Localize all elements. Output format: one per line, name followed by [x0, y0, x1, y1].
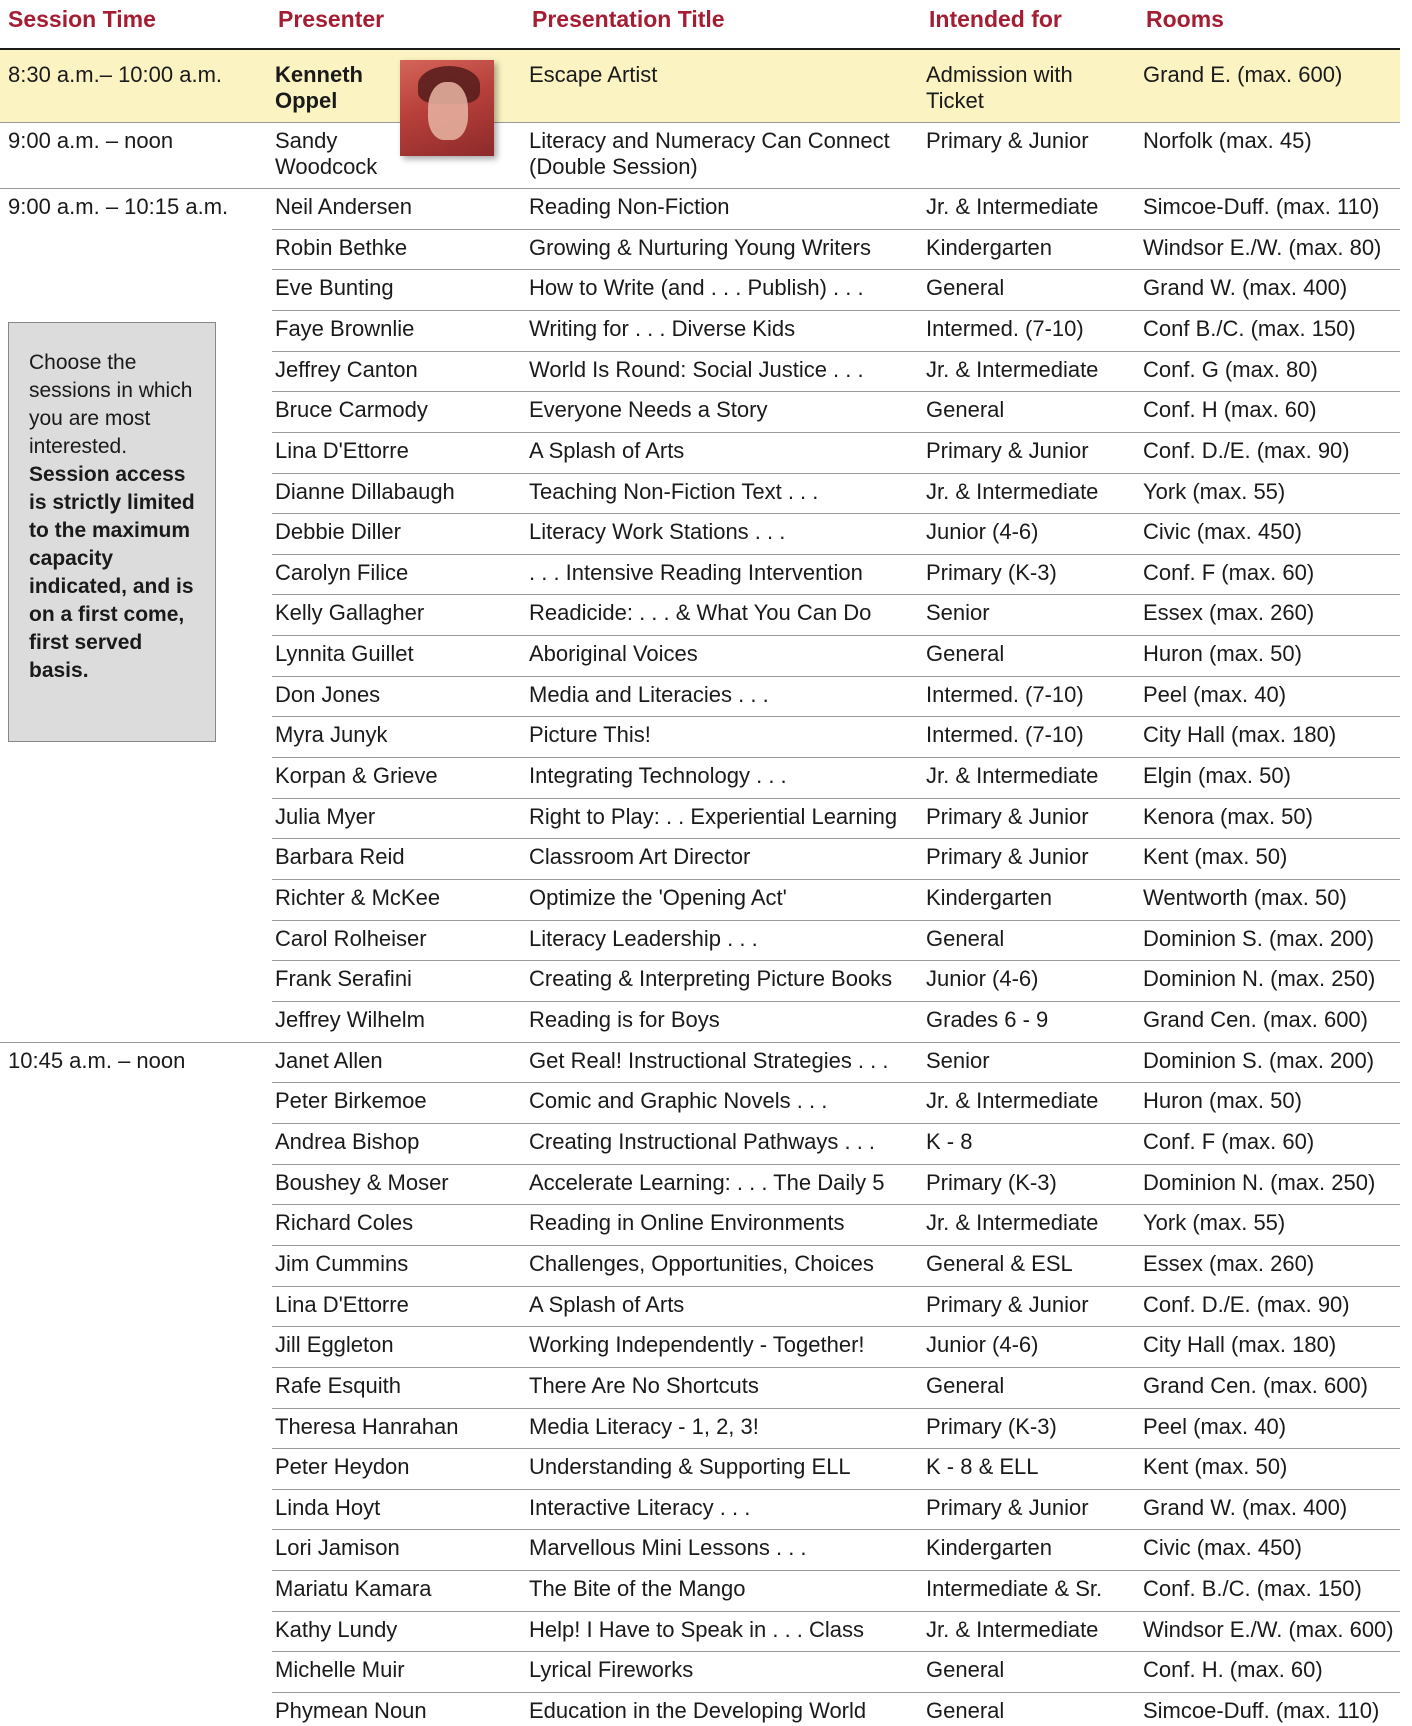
row-rule [0, 188, 1400, 189]
row-rule [272, 635, 1400, 636]
row-rule [272, 473, 1400, 474]
row-intended: Primary (K-3) [926, 1414, 1057, 1439]
row-presenter: Andrea Bishop [275, 1129, 420, 1154]
row-presenter: Bruce Carmody [275, 397, 428, 422]
row-title: Everyone Needs a Story [529, 397, 768, 422]
row-intended: K - 8 [926, 1129, 973, 1154]
row-rule [272, 1408, 1400, 1409]
row-title: Reading in Online Environments [529, 1210, 845, 1235]
featured-presenter: Kenneth Oppel [275, 62, 363, 113]
row-room: Conf. G (max. 80) [1143, 357, 1318, 382]
row-presenter: Barbara Reid [275, 844, 405, 869]
row-room: Norfolk (max. 45) [1143, 128, 1312, 153]
row-title: Aboriginal Voices [529, 641, 698, 666]
row-rule [272, 1651, 1400, 1652]
row-rule [272, 1164, 1400, 1165]
row-presenter: Dianne Dillabaugh [275, 479, 455, 504]
row-title: Integrating Technology . . . [529, 763, 787, 788]
row-rule [272, 1448, 1400, 1449]
note-bold-text: Session access is strictly limited to the maximum capacity indicated, and is on a first come, first served basis. [29, 463, 195, 682]
row-intended: Primary & Junior [926, 438, 1089, 463]
row-intended: General & ESL [926, 1251, 1073, 1276]
capacity-note [8, 322, 216, 742]
row-presenter: Julia Myer [275, 804, 376, 829]
row-time: 10:45 a.m. – noon [8, 1048, 186, 1073]
row-rule [272, 513, 1400, 514]
row-presenter: Faye Brownlie [275, 316, 415, 341]
row-title: Understanding & Supporting ELL [529, 1454, 851, 1479]
row-presenter: Don Jones [275, 682, 381, 707]
row-title: Teaching Non-Fiction Text . . . [529, 479, 819, 504]
row-intended: Primary & Junior [926, 844, 1089, 869]
row-rule [272, 1082, 1400, 1083]
row-presenter: Jill Eggleton [275, 1332, 394, 1357]
row-room: City Hall (max. 180) [1143, 722, 1337, 747]
row-room: Conf. F (max. 60) [1143, 1129, 1315, 1154]
row-presenter: Linda Hoyt [275, 1495, 381, 1520]
row-room: Conf. D./E. (max. 90) [1143, 1292, 1350, 1317]
row-room: Grand W. (max. 400) [1143, 275, 1348, 300]
row-room: Windsor E./W. (max. 600) [1143, 1617, 1394, 1642]
row-title: A Splash of Arts [529, 1292, 685, 1317]
row-rule [272, 391, 1400, 392]
row-presenter: Richter & McKee [275, 885, 441, 910]
row-title: Optimize the 'Opening Act' [529, 885, 787, 910]
row-room: Wentworth (max. 50) [1143, 885, 1347, 910]
row-title: Help! I Have to Speak in . . . Class [529, 1617, 865, 1642]
row-intended: K - 8 & ELL [926, 1454, 1039, 1479]
row-intended: Senior [926, 1048, 990, 1073]
row-title: Marvellous Mini Lessons . . . [529, 1535, 807, 1560]
row-title: Literacy Work Stations . . . [529, 519, 786, 544]
row-presenter: Lina D'Ettorre [275, 438, 409, 463]
row-presenter: Neil Andersen [275, 194, 412, 219]
row-title: Working Independently - Together! [529, 1332, 865, 1357]
row-presenter: Kelly Gallagher [275, 600, 425, 625]
row-room: Conf. F (max. 60) [1143, 560, 1315, 585]
row-room: Windsor E./W. (max. 80) [1143, 235, 1382, 260]
row-presenter: Robin Bethke [275, 235, 408, 260]
row-intended: Junior (4-6) [926, 1332, 1039, 1357]
row-room: York (max. 55) [1143, 1210, 1286, 1235]
row-title: Media and Literacies . . . [529, 682, 769, 707]
row-intended: Intermediate & Sr. [926, 1576, 1103, 1601]
row-rule [272, 838, 1400, 839]
row-rule [272, 1204, 1400, 1205]
row-room: Dominion N. (max. 250) [1143, 1170, 1376, 1195]
row-rule [272, 269, 1400, 270]
row-title: The Bite of the Mango [529, 1576, 746, 1601]
row-title: Media Literacy - 1, 2, 3! [529, 1414, 759, 1439]
row-room: Conf. H (max. 60) [1143, 397, 1317, 422]
row-rule [272, 432, 1400, 433]
row-room: Elgin (max. 50) [1143, 763, 1291, 788]
note-text: Choose the sessions in which you are most interested. [29, 351, 193, 458]
row-rule [272, 229, 1400, 230]
header-presentation-title: Presentation Title [532, 6, 725, 32]
row-rule [272, 1489, 1400, 1490]
row-rule [272, 1286, 1400, 1287]
row-rule [272, 1529, 1400, 1530]
row-room: Grand W. (max. 400) [1143, 1495, 1348, 1520]
row-intended: Jr. & Intermediate [926, 763, 1099, 788]
row-intended: Kindergarten [926, 1535, 1052, 1560]
table-header [0, 0, 1412, 40]
row-presenter: Phymean Noun [275, 1698, 427, 1723]
row-time: 9:00 a.m. – 10:15 a.m. [8, 194, 229, 219]
row-presenter: Jim Cummins [275, 1251, 409, 1276]
row-room: Civic (max. 450) [1143, 519, 1302, 544]
row-title: Lyrical Fireworks [529, 1657, 694, 1682]
row-rule [272, 676, 1400, 677]
row-room: Essex (max. 260) [1143, 600, 1315, 625]
row-title: Creating & Interpreting Picture Books [529, 966, 893, 991]
row-intended: General [926, 1698, 1005, 1723]
row-room: Huron (max. 50) [1143, 641, 1302, 666]
row-rule [272, 1123, 1400, 1124]
row-presenter: Jeffrey Wilhelm [275, 1007, 425, 1032]
row-intended: General [926, 1373, 1005, 1398]
row-room: Peel (max. 40) [1143, 1414, 1287, 1439]
row-presenter: Jeffrey Canton [275, 357, 418, 382]
row-room: Dominion N. (max. 250) [1143, 966, 1376, 991]
header-session-time: Session Time [8, 6, 156, 32]
row-rule [272, 351, 1400, 352]
row-room: Civic (max. 450) [1143, 1535, 1302, 1560]
row-presenter: Janet Allen [275, 1048, 383, 1073]
row-intended: General [926, 275, 1005, 300]
row-room: Kenora (max. 50) [1143, 804, 1313, 829]
row-title: Interactive Literacy . . . [529, 1495, 751, 1520]
row-title: Challenges, Opportunities, Choices [529, 1251, 874, 1276]
row-rule [272, 1692, 1400, 1693]
row-intended: Kindergarten [926, 235, 1052, 260]
row-title: Reading Non-Fiction [529, 194, 730, 219]
row-presenter: Kathy Lundy [275, 1617, 398, 1642]
row-room: Peel (max. 40) [1143, 682, 1287, 707]
row-rule [272, 1326, 1400, 1327]
row-presenter: Eve Bunting [275, 275, 394, 300]
row-presenter: Frank Serafini [275, 966, 412, 991]
row-rule [272, 1611, 1400, 1612]
row-presenter: Michelle Muir [275, 1657, 405, 1682]
row-intended: Jr. & Intermediate [926, 1617, 1099, 1642]
row-presenter: Boushey & Moser [275, 1170, 449, 1195]
row-rule [272, 716, 1400, 717]
featured-intended: Admission with Ticket [926, 62, 1073, 113]
row-room: Kent (max. 50) [1143, 844, 1288, 869]
row-intended: Intermed. (7-10) [926, 316, 1084, 341]
row-room: Kent (max. 50) [1143, 1454, 1288, 1479]
row-title: Literacy and Numeracy Can Connect (Double Session) [529, 128, 890, 179]
row-title: Education in the Developing World [529, 1698, 867, 1723]
row-presenter: Lina D'Ettorre [275, 1292, 409, 1317]
row-intended: Jr. & Intermediate [926, 1088, 1099, 1113]
row-intended: General [926, 641, 1005, 666]
row-title: Accelerate Learning: . . . The Daily 5 [529, 1170, 885, 1195]
row-title: Reading is for Boys [529, 1007, 720, 1032]
row-intended: Kindergarten [926, 885, 1052, 910]
row-rule [272, 960, 1400, 961]
row-time: 9:00 a.m. – noon [8, 128, 174, 153]
row-intended: Junior (4-6) [926, 966, 1039, 991]
presenter-photo [400, 60, 494, 156]
row-presenter: Myra Junyk [275, 722, 388, 747]
row-title: . . . Intensive Reading Intervention [529, 560, 863, 585]
row-intended: General [926, 1657, 1005, 1682]
row-presenter: Theresa Hanrahan [275, 1414, 459, 1439]
row-rule [272, 798, 1400, 799]
row-rule [272, 879, 1400, 880]
row-presenter: Korpan & Grieve [275, 763, 438, 788]
row-title: Writing for . . . Diverse Kids [529, 316, 796, 341]
row-room: Dominion S. (max. 200) [1143, 926, 1375, 951]
row-title: Creating Instructional Pathways . . . [529, 1129, 876, 1154]
header-intended-for: Intended for [929, 6, 1062, 32]
header-rooms: Rooms [1146, 6, 1224, 32]
row-intended: General [926, 926, 1005, 951]
row-intended: Senior [926, 600, 990, 625]
featured-rule [0, 122, 1400, 123]
row-rule [272, 1245, 1400, 1246]
row-intended: Primary (K-3) [926, 560, 1057, 585]
row-presenter: Richard Coles [275, 1210, 414, 1235]
row-title: Literacy Leadership . . . [529, 926, 758, 951]
header-presenter: Presenter [278, 6, 385, 32]
row-room: Grand Cen. (max. 600) [1143, 1007, 1368, 1032]
row-rule [272, 310, 1400, 311]
row-intended: General [926, 397, 1005, 422]
row-rule [272, 757, 1400, 758]
featured-room: Grand E. (max. 600) [1143, 62, 1343, 87]
row-intended: Jr. & Intermediate [926, 194, 1099, 219]
row-room: Conf. D./E. (max. 90) [1143, 438, 1350, 463]
row-rule [272, 920, 1400, 921]
row-presenter: Carol Rolheiser [275, 926, 427, 951]
row-intended: Jr. & Intermediate [926, 479, 1099, 504]
row-room: Conf B./C. (max. 150) [1143, 316, 1356, 341]
row-room: Simcoe-Duff. (max. 110) [1143, 1698, 1380, 1723]
row-presenter: Sandy Woodcock [275, 128, 378, 179]
row-rule [272, 1367, 1400, 1368]
row-rule [272, 594, 1400, 595]
row-presenter: Carolyn Filice [275, 560, 409, 585]
row-room: Dominion S. (max. 200) [1143, 1048, 1375, 1073]
row-intended: Primary & Junior [926, 128, 1089, 153]
row-presenter: Lori Jamison [275, 1535, 400, 1560]
row-presenter: Mariatu Kamara [275, 1576, 432, 1601]
row-intended: Junior (4-6) [926, 519, 1039, 544]
row-rule [272, 1570, 1400, 1571]
row-intended: Primary & Junior [926, 1495, 1089, 1520]
row-room: Conf. B./C. (max. 150) [1143, 1576, 1362, 1601]
row-title: Comic and Graphic Novels . . . [529, 1088, 828, 1113]
row-room: Essex (max. 260) [1143, 1251, 1315, 1276]
row-room: City Hall (max. 180) [1143, 1332, 1337, 1357]
row-room: Grand Cen. (max. 600) [1143, 1373, 1368, 1398]
row-intended: Jr. & Intermediate [926, 1210, 1099, 1235]
row-intended: Intermed. (7-10) [926, 722, 1084, 747]
row-rule [272, 1001, 1400, 1002]
row-title: There Are No Shortcuts [529, 1373, 759, 1398]
featured-title: Escape Artist [529, 62, 658, 87]
row-presenter: Peter Heydon [275, 1454, 410, 1479]
row-room: Simcoe-Duff. (max. 110) [1143, 194, 1380, 219]
row-title: Get Real! Instructional Strategies . . . [529, 1048, 889, 1073]
featured-time: 8:30 a.m.– 10:00 a.m. [8, 62, 223, 87]
row-rule [272, 554, 1400, 555]
row-rule [0, 1042, 1400, 1043]
row-intended: Primary & Junior [926, 804, 1089, 829]
row-title: How to Write (and . . . Publish) . . . [529, 275, 864, 300]
row-room: Conf. H. (max. 60) [1143, 1657, 1323, 1682]
row-room: Huron (max. 50) [1143, 1088, 1302, 1113]
row-room: York (max. 55) [1143, 479, 1286, 504]
row-title: Classroom Art Director [529, 844, 751, 869]
row-title: Growing & Nurturing Young Writers [529, 235, 871, 260]
row-intended: Primary & Junior [926, 1292, 1089, 1317]
row-title: A Splash of Arts [529, 438, 685, 463]
row-presenter: Lynnita Guillet [275, 641, 414, 666]
row-intended: Jr. & Intermediate [926, 357, 1099, 382]
row-title: Readicide: . . . & What You Can Do [529, 600, 872, 625]
row-intended: Intermed. (7-10) [926, 682, 1084, 707]
row-intended: Grades 6 - 9 [926, 1007, 1049, 1032]
row-presenter: Rafe Esquith [275, 1373, 401, 1398]
row-title: Right to Play: . . Experiential Learning [529, 804, 898, 829]
row-presenter: Peter Birkemoe [275, 1088, 427, 1113]
row-title: World Is Round: Social Justice . . . [529, 357, 864, 382]
row-title: Picture This! [529, 722, 651, 747]
row-intended: Primary (K-3) [926, 1170, 1057, 1195]
row-presenter: Debbie Diller [275, 519, 401, 544]
